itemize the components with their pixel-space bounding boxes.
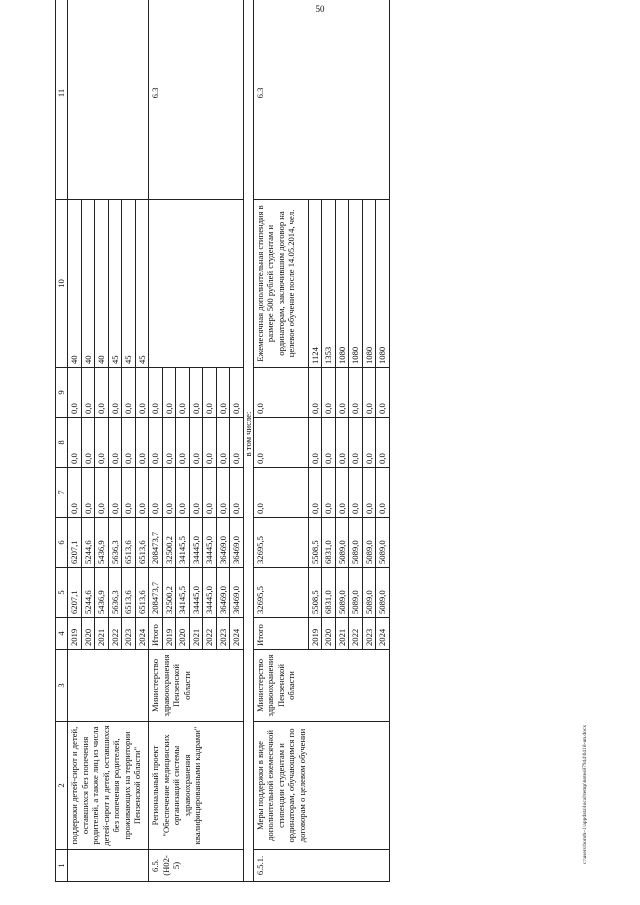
- cell-col8: 0,0: [322, 418, 336, 468]
- cell-total: 5089,0: [376, 568, 390, 618]
- cell-col8: 0,0: [335, 418, 349, 468]
- cell-year: 2020: [176, 618, 190, 650]
- cell-budget: 5089,0: [349, 518, 363, 568]
- cell-col7: 0,0: [203, 468, 217, 518]
- cell-year: 2022: [349, 618, 363, 650]
- cell-col9: 0,0: [162, 368, 176, 418]
- cell-col7: 0,0: [176, 468, 190, 518]
- header-cell: 6: [56, 518, 68, 568]
- cell-year: 2024: [230, 618, 244, 650]
- header-cell: 4: [56, 618, 68, 650]
- cell-total: 34445,0: [189, 568, 203, 618]
- cell-budget: 36469,0: [230, 518, 244, 568]
- cell-year: 2020: [322, 618, 336, 650]
- cell-indicator: 45: [122, 200, 136, 368]
- cell-year: 2021: [95, 618, 109, 650]
- cell-col7: 0,0: [349, 468, 363, 518]
- cell-total: 5089,0: [362, 568, 376, 618]
- cell-col8: 0,0: [216, 418, 230, 468]
- cell-col9: 0,0: [203, 368, 217, 418]
- cell-col9: 0,0: [230, 368, 244, 418]
- header-cell: 5: [56, 568, 68, 618]
- cell-total: 5244,6: [81, 568, 95, 618]
- cell-budget: 36469,0: [216, 518, 230, 568]
- cell-col7: 0,0: [362, 468, 376, 518]
- cell-budget: 6513,6: [135, 518, 149, 568]
- cell-indicator: 1080: [362, 200, 376, 368]
- cell-year: 2021: [189, 618, 203, 650]
- cell-budget: 6207,1: [68, 518, 82, 568]
- cell-total: 32695,5: [253, 568, 308, 618]
- program-table: [55, 0, 390, 882]
- page-number: 50: [315, 4, 325, 14]
- footer-path: c:\users\boroh~1\appdata\local\temp\notes87944\6418-un.docx: [582, 724, 588, 864]
- cell-col8: 0,0: [362, 418, 376, 468]
- rotated-table-container: [55, 37, 579, 882]
- cell-budget: 5636,3: [108, 518, 122, 568]
- cell-budget: 6513,6: [122, 518, 136, 568]
- cell-budget: 5089,0: [335, 518, 349, 568]
- cell-col9: 0,0: [362, 368, 376, 418]
- cell-col7: 0,0: [253, 468, 308, 518]
- cell-year: 2020: [81, 618, 95, 650]
- cell-col11: 6.3: [253, 0, 389, 200]
- cell-budget: 5089,0: [376, 518, 390, 568]
- cell-indicator: 45: [108, 200, 122, 368]
- cell-total: 6831,0: [322, 568, 336, 618]
- cell-col7: 0,0: [68, 468, 82, 518]
- cell-col7: 0,0: [335, 468, 349, 518]
- cell-year: 2023: [216, 618, 230, 650]
- cell-col7: 0,0: [308, 468, 322, 518]
- cell-col8: 0,0: [349, 418, 363, 468]
- cell-year: Итого: [253, 618, 308, 650]
- cell-col9: 0,0: [108, 368, 122, 418]
- cell-col9: 0,0: [308, 368, 322, 418]
- cell-col8: 0,0: [108, 418, 122, 468]
- cell-col7: 0,0: [162, 468, 176, 518]
- cell-total: 6513,6: [135, 568, 149, 618]
- cell-indicator: 40: [81, 200, 95, 368]
- cell-budget: 5089,0: [362, 518, 376, 568]
- cell-indicator: 1124: [308, 200, 322, 368]
- header-cell: 7: [56, 468, 68, 518]
- header-cell: 8: [56, 418, 68, 468]
- cell-col7: 0,0: [81, 468, 95, 518]
- cell-col8: 0,0: [176, 418, 190, 468]
- cell-total: 5089,0: [349, 568, 363, 618]
- cell-budget: 208473,7: [149, 518, 163, 568]
- cell-indicator: 1353: [322, 200, 336, 368]
- cell-col7: 0,0: [189, 468, 203, 518]
- cell-measure-name: Региональный проект "Обеспечение медицинских организаций системы здравоохранения квалифицированными кадрами": [149, 722, 244, 850]
- cell-year: 2024: [376, 618, 390, 650]
- cell-executor: Министерство здравоохранения Пензенской области: [253, 650, 389, 722]
- cell-col8: 0,0: [189, 418, 203, 468]
- cell-measure-name: поддержки детей-сирот и детей, оставшихся без попечения родителей, а также лиц из числа детей-сирот и детей, оставшихся без попечения родителей, проживающих на территории Пензенской области": [68, 722, 149, 850]
- cell-col8: 0,0: [135, 418, 149, 468]
- table-row: [68, 0, 82, 882]
- header-cell: 2: [56, 722, 68, 850]
- cell-year: 2019: [162, 618, 176, 650]
- cell-year: 2023: [122, 618, 136, 650]
- cell-indicator: 40: [68, 200, 82, 368]
- cell-col7: 0,0: [95, 468, 109, 518]
- header-cell: 1: [56, 850, 68, 882]
- cell-col8: 0,0: [376, 418, 390, 468]
- cell-budget: 5244,6: [81, 518, 95, 568]
- header-row: [56, 0, 68, 882]
- cell-year: 2022: [203, 618, 217, 650]
- cell-total: 5508,5: [308, 568, 322, 618]
- cell-num: 6.5. (Н02-5): [149, 850, 244, 882]
- cell-budget: 34445,0: [203, 518, 217, 568]
- cell-total: 5436,9: [95, 568, 109, 618]
- cell-col8: 0,0: [162, 418, 176, 468]
- cell-col8: 0,0: [149, 418, 163, 468]
- cell-executor: [68, 650, 149, 722]
- cell-total: 36469,0: [216, 568, 230, 618]
- cell-total: 6513,6: [122, 568, 136, 618]
- cell-col7: 0,0: [216, 468, 230, 518]
- cell-indicator: 1080: [335, 200, 349, 368]
- cell-budget: 5436,9: [95, 518, 109, 568]
- cell-col7: 0,0: [135, 468, 149, 518]
- cell-col7: 0,0: [230, 468, 244, 518]
- cell-year: Итого: [149, 618, 163, 650]
- cell-col9: 0,0: [176, 368, 190, 418]
- cell-budget: 34445,0: [189, 518, 203, 568]
- cell-col8: 0,0: [203, 418, 217, 468]
- cell-indicator-text: Ежемесячная дополнительная стипендия в размере 500 рублей студентам и ординаторам, заключившим договор на целевое обучение после 14.05.2014, чел.: [253, 200, 308, 368]
- cell-col9: 0,0: [135, 368, 149, 418]
- cell-num: 6.5.1.: [253, 850, 389, 882]
- cell-col7: 0,0: [322, 468, 336, 518]
- cell-col7: 0,0: [122, 468, 136, 518]
- header-cell: 3: [56, 650, 68, 722]
- cell-indicator: 40: [95, 200, 109, 368]
- cell-budget: 6831,0: [322, 518, 336, 568]
- header-cell: 10: [56, 200, 68, 368]
- cell-total: 34145,5: [176, 568, 190, 618]
- cell-col9: 0,0: [335, 368, 349, 418]
- cell-total: 6207,1: [68, 568, 82, 618]
- cell-budget: 32500,2: [162, 518, 176, 568]
- cell-col8: 0,0: [230, 418, 244, 468]
- header-cell: 9: [56, 368, 68, 418]
- cell-year: 2019: [68, 618, 82, 650]
- cell-col9: 0,0: [216, 368, 230, 418]
- cell-col9: 0,0: [122, 368, 136, 418]
- cell-year: 2023: [362, 618, 376, 650]
- table-row: [149, 0, 163, 882]
- cell-executor: Министерство здравоохранения Пензенской области: [149, 650, 244, 722]
- cell-budget: 34145,5: [176, 518, 190, 568]
- cell-col9: 0,0: [68, 368, 82, 418]
- cell-total: 36469,0: [230, 568, 244, 618]
- in-that-number-label: в том числе:: [243, 0, 253, 882]
- cell-col8: 0,0: [68, 418, 82, 468]
- cell-col9: 0,0: [95, 368, 109, 418]
- cell-num: [68, 850, 149, 882]
- table-row: [243, 0, 253, 882]
- cell-col8: 0,0: [122, 418, 136, 468]
- cell-col9: 0,0: [349, 368, 363, 418]
- cell-total: 5089,0: [335, 568, 349, 618]
- cell-year: 2024: [135, 618, 149, 650]
- cell-indicator: [149, 200, 244, 368]
- cell-indicator: 1080: [376, 200, 390, 368]
- cell-col11: [68, 0, 149, 200]
- cell-year: 2022: [108, 618, 122, 650]
- cell-total: 208473,7: [149, 568, 163, 618]
- cell-total: 32500,2: [162, 568, 176, 618]
- cell-col9: 0,0: [189, 368, 203, 418]
- cell-col7: 0,0: [376, 468, 390, 518]
- cell-total: 34445,0: [203, 568, 217, 618]
- cell-col8: 0,0: [95, 418, 109, 468]
- cell-col8: 0,0: [81, 418, 95, 468]
- cell-year: 2019: [308, 618, 322, 650]
- cell-indicator: 45: [135, 200, 149, 368]
- cell-col11: 6.3: [149, 0, 244, 200]
- cell-budget: 32695,5: [253, 518, 308, 568]
- cell-col9: 0,0: [81, 368, 95, 418]
- cell-col8: 0,0: [308, 418, 322, 468]
- header-cell: 11: [56, 0, 68, 200]
- cell-col9: 0,0: [149, 368, 163, 418]
- cell-col9: 0,0: [322, 368, 336, 418]
- cell-measure-name: Меры поддержки в виде дополнительной ежемесячной стипендии студентам и ординаторам, обучающимся по договорам о целевом обучении: [253, 722, 389, 850]
- cell-total: 5636,3: [108, 568, 122, 618]
- cell-col9: 0,0: [376, 368, 390, 418]
- cell-col8: 0,0: [253, 418, 308, 468]
- cell-col7: 0,0: [149, 468, 163, 518]
- cell-indicator: 1080: [349, 200, 363, 368]
- cell-year: 2021: [335, 618, 349, 650]
- cell-col9: 0,0: [253, 368, 308, 418]
- cell-budget: 5508,5: [308, 518, 322, 568]
- table-row: [253, 0, 308, 882]
- cell-col7: 0,0: [108, 468, 122, 518]
